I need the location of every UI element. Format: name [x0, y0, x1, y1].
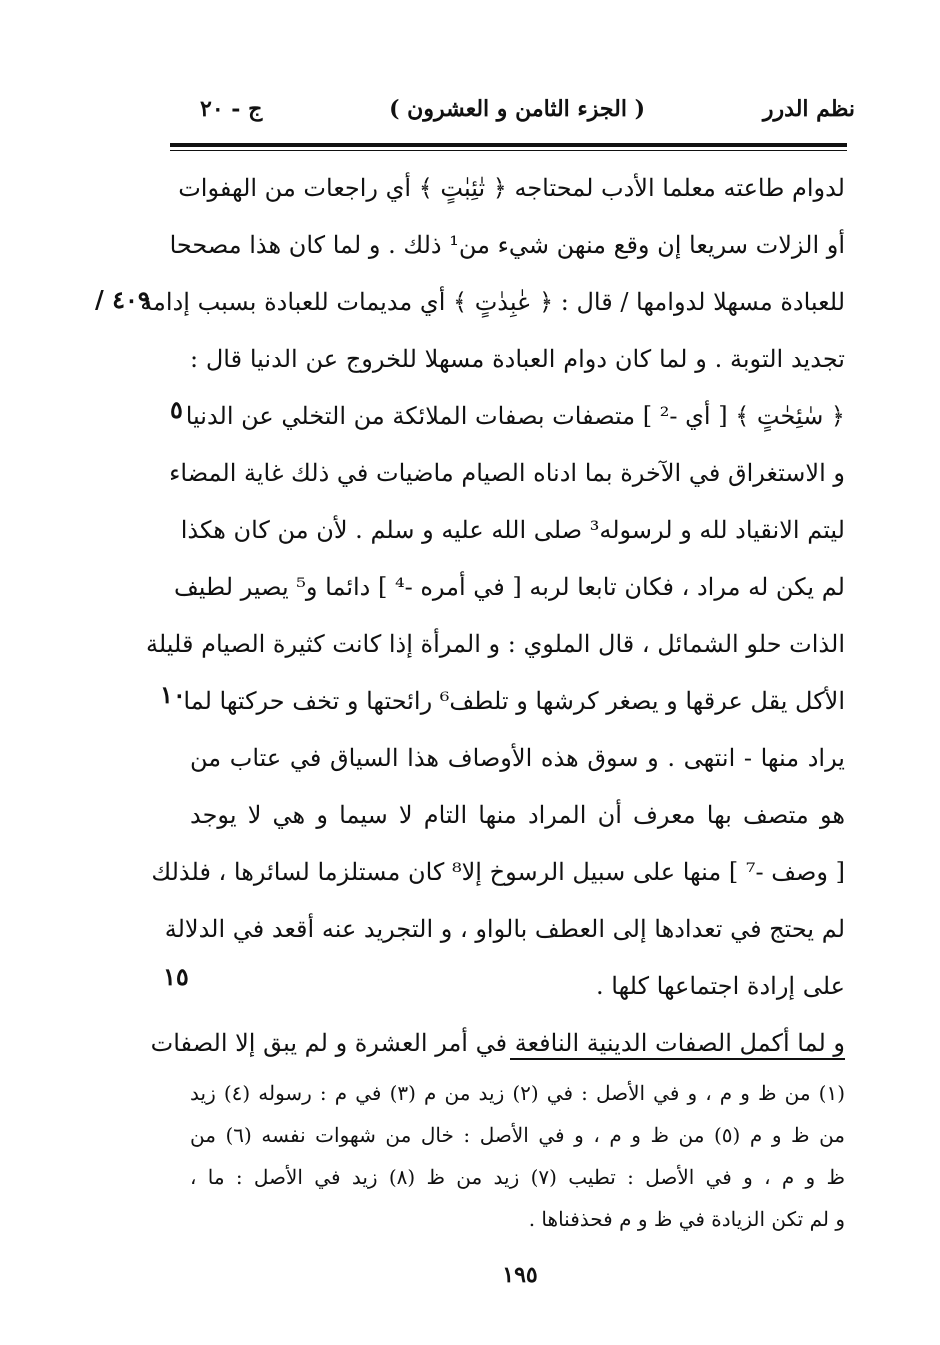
footnote-line: (١) من ظ و م ، و في الأصل : في (٢) زيد من م (٣) في م : رسوله (٤) زيد — [190, 1081, 845, 1105]
page-number: ١٩٥ — [502, 1262, 538, 1288]
footnotes — [190, 1072, 845, 1240]
manuscript-page-ref: ٤٠٩ / — [95, 285, 151, 314]
body-line: الذات حلو الشمائل ، قال الملوي : و المرأة إذا كانت كثيرة الصيام قليلة — [145, 630, 845, 658]
line-number-10: ١٠ — [160, 680, 186, 709]
footnote-line: من ظ و م (٥) من ظ و م ، و في الأصل : خال من شهوات نفسه (٦) من — [190, 1123, 846, 1147]
body-line: على إرادة اجتماعها كلها . — [596, 972, 845, 1000]
body-line: لدوام طاعته معلما الأدب لمحتاجه ﴿ تٰئِبٰتٍ ﴾ أي راجعات من الهفوات — [178, 174, 845, 202]
body-line: ﴿ سٰئِحٰتٍ ﴾ [ أي -² ] متصفات بصفات الملائكة من التخلي عن الدنيا — [185, 402, 845, 430]
line-number-5: ٥ — [170, 395, 183, 424]
body-line: و الاستغراق في الآخرة بما ادناه الصيام ماضيات في ذلك غاية المضاء — [169, 459, 845, 487]
header-rule-thin — [170, 150, 847, 151]
header-rule — [170, 143, 847, 147]
body-line: هو متصف بها معرف أن المراد منها التام لا سيما و هي لا يوجد — [190, 801, 845, 829]
body-line: تجديد التوبة . و لما كان دوام العبادة مسهلا للخروج عن الدنيا قال : — [190, 345, 845, 373]
footnote-separator — [510, 1058, 845, 1060]
body-line: أو الزلات سريعا إن وقع منهن شيء من¹ ذلك . و لما كان هذا مصححا — [169, 231, 845, 259]
volume-number: ج - ٢٠ — [200, 96, 263, 122]
footnote-line: و لم تكن الزيادة في ظ و م فحذفناها . — [528, 1207, 845, 1231]
body-line: و لما أكمل الصفات الدينية النافعة في أمر العشرة و لم يبق إلا الصفات — [150, 1029, 845, 1057]
body-line: الأكل يقل عرقها و يصغر كرشها و تلطف⁶ رائحتها و تخف حركتها لما — [183, 687, 845, 715]
line-number-15: ١٥ — [163, 962, 189, 991]
part-title: ( الجزء الثامن و العشرون ) — [389, 96, 645, 122]
body-line: للعبادة مسهلا لدوامها / قال : ﴿ عٰبِدٰتٍ ﴾ أي مديمات للعبادة بسبب إدامة — [140, 288, 845, 316]
footnote-line: ظ و م ، و في الأصل : تطيب (٧) زيد من ظ (٨) زيد في الأصل : ما ، — [190, 1165, 845, 1189]
body-line: لم يحتج في تعدادها إلى العطف بالواو ، و التجريد عنه أقعد في الدلالة — [164, 915, 845, 943]
book-title: نظم الدرر — [762, 96, 855, 122]
body-line: [ وصف -⁷ ] منها على سبيل الرسوخ إلا⁸ كان مستلزما لسائرها ، فلذلك — [151, 858, 845, 886]
body-line: يراد منها - انتهى . و سوق هذه الأوصاف هذا السياق في عتاب من — [190, 744, 845, 772]
body-line: لم يكن له مراد ، فكان تابعا لربه [ في أمره -⁴ ] دائما و⁵ يصير لطيف — [173, 573, 845, 601]
running-header — [180, 92, 855, 136]
body-line: ليتم الانقياد لله و لرسوله³ صلى الله عليه و سلم . لأن من كان هكذا — [180, 516, 845, 544]
